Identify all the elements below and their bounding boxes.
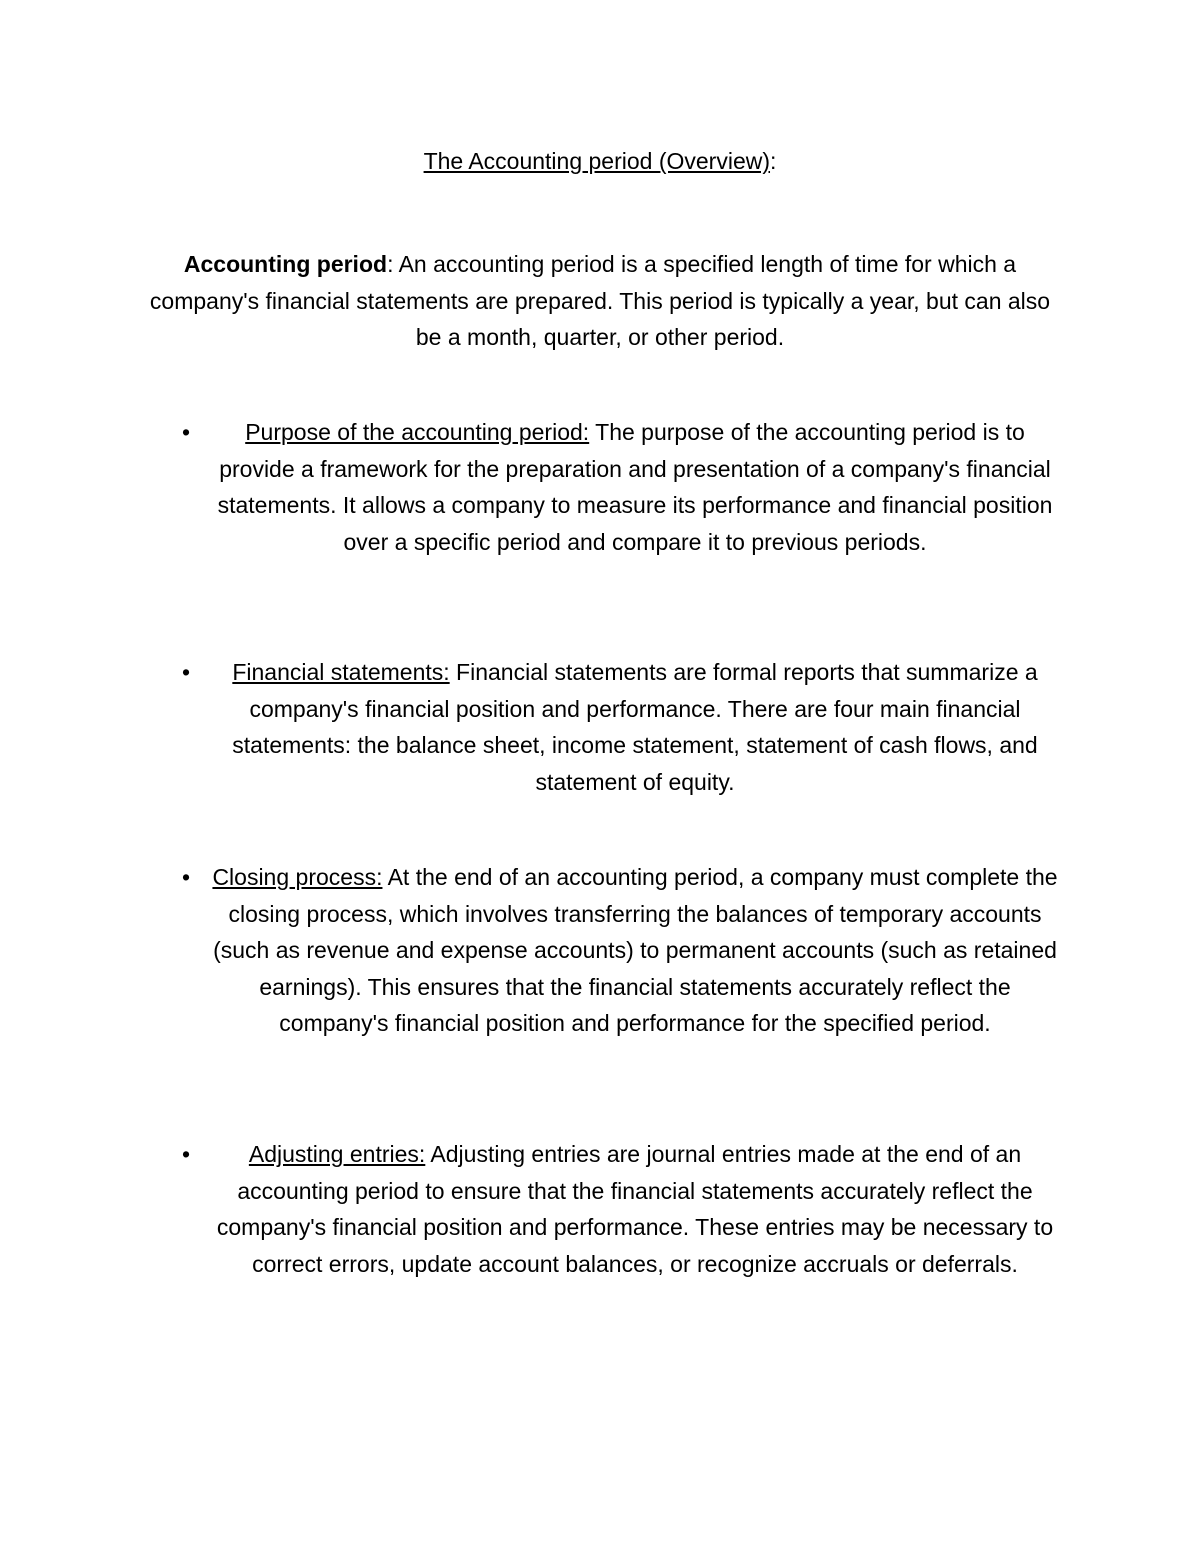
bullet-term: Closing process:: [212, 864, 383, 890]
bullet-icon: •: [182, 1141, 191, 1167]
bullet-body: Adjusting entries are journal entries made at the end of an accounting period to ensure that the financial statements accurately reflect the company's financial position and performance. These entries may be necessary to correct errors, update account balances, or recognize accruals or deferrals.: [216, 1141, 1054, 1277]
bullet-paragraph: [210, 859, 1060, 1042]
bullet-icon: •: [182, 864, 191, 890]
bullet-paragraph: [210, 654, 1060, 800]
title-colon: :: [770, 148, 777, 174]
bullet-term: Purpose of the accounting period:: [245, 419, 590, 445]
intro-text: : An accounting period is a specified length of time for which a company's financial statements are prepared. This period is typically a year, but can also be a month, quarter, or other period.: [149, 251, 1051, 350]
bullet-icon: •: [182, 419, 191, 445]
bullet-item-adjusting-entries: [160, 1136, 1060, 1282]
bullet-item-closing-process: [160, 859, 1060, 1042]
intro-paragraph: [140, 246, 1060, 356]
bullet-item-financial-statements: [160, 654, 1060, 800]
bullet-paragraph: [210, 414, 1060, 560]
bullet-term: Financial statements:: [232, 659, 450, 685]
bullet-body: Financial statements are formal reports that summarize a company's financial position and performance. There are four main financial statements: the balance sheet, income statement, statement of cash flows, and statement of equity.: [232, 659, 1038, 795]
bullet-body: At the end of an accounting period, a company must complete the closing process, which involves transferring the balances of temporary accounts (such as revenue and expense accounts) to permanent accounts (such as retained earnings). This ensures that the financial statements accurately reflect the company's financial position and performance for the specified period.: [213, 864, 1058, 1036]
bullet-term: Adjusting entries:: [248, 1141, 426, 1167]
title-text: The Accounting period (Overview): [423, 148, 771, 174]
bullet-body: The purpose of the accounting period is to provide a framework for the preparation and presentation of a company's financial statements. It allows a company to measure its performance and financial position over a specific period and compare it to previous periods.: [217, 419, 1053, 555]
intro-term: Accounting period: [183, 251, 388, 277]
bullet-icon: •: [182, 659, 191, 685]
document-title: [0, 143, 1200, 179]
bullet-item-purpose: [160, 414, 1060, 560]
bullet-paragraph: [210, 1136, 1060, 1282]
